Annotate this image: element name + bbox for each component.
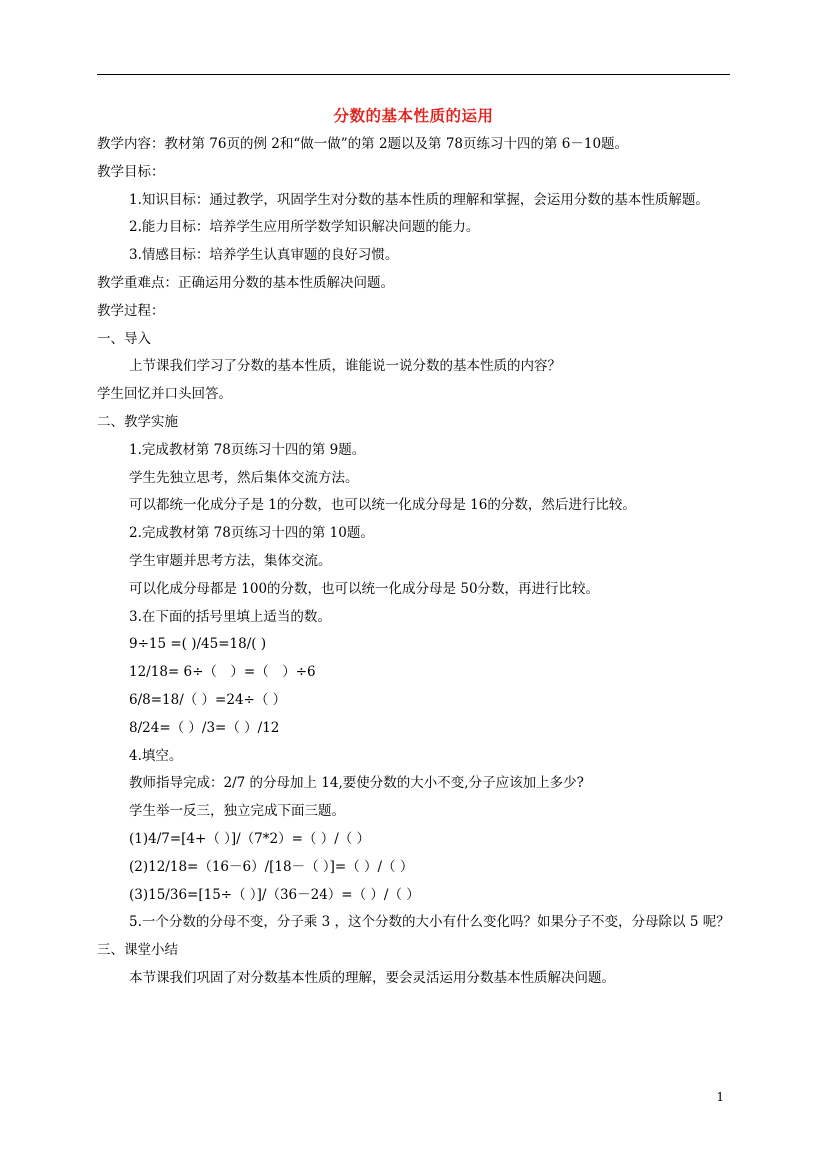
document-title: 分数的基本性质的运用: [333, 106, 494, 125]
exercise-line: (2)12/18=（16－6）/[18－（ ）]=（ ）/（ ）: [129, 858, 414, 875]
paragraph-line: 教学过程：: [97, 302, 165, 319]
paragraph-line: 1.知识目标：通过教学，巩固学生对分数的基本性质的理解和掌握，会运用分数的基本性质解题。: [129, 191, 709, 208]
paragraph-line: 可以化成分母都是 100的分数，也可以统一化成分母是 50分数，再进行比较。: [129, 580, 600, 597]
exercise-line: (3)15/36=[15÷（ ）]/（36－24）=（ ）/（ ）: [129, 886, 420, 903]
paragraph-line: 学生审题并思考方法，集体交流。: [129, 552, 332, 569]
exercise-line: 12/18= 6÷（ ）=（ ）÷6: [129, 664, 316, 681]
section-heading: 三、课堂小结: [97, 942, 178, 959]
exercise-line: 8/24=（ ）/3=（ ）/12: [129, 719, 280, 736]
paragraph-line: 上节课我们学习了分数的基本性质，谁能说一说分数的基本性质的内容？: [129, 358, 561, 375]
exercise-line: 6/8=18/（ ）=24÷（ ）: [129, 691, 287, 708]
paragraph-line: 2.完成教材第 78页练习十四的第 10题。: [129, 525, 374, 542]
paragraph-line: 3.情感目标：培养学生认真审题的良好习惯。: [129, 247, 399, 264]
paragraph-line: 学生回忆并口头回答。: [97, 386, 232, 403]
paragraph-line: 4.填空。: [129, 747, 183, 764]
paragraph-line: 教学内容：教材第 76页的例 2和“做一做”的第 2题以及第 78页练习十四的第 6－10题。: [97, 136, 629, 152]
paragraph-line: 教学重难点：正确运用分数的基本性质解决问题。: [97, 274, 394, 291]
paragraph-line: 1.完成教材第 78页练习十四的第 9题。: [129, 441, 366, 458]
paragraph-line: 教师指导完成：2/7 的分母加上 14,要使分数的大小不变,分子应该加上多少?: [129, 775, 584, 792]
paragraph-line: 学生先独立思考，然后集体交流方法。: [129, 469, 359, 486]
paragraph-line: 本节课我们巩固了对分数基本性质的理解，要会灵活运用分数基本性质解决问题。: [129, 969, 615, 986]
paragraph-line: 2.能力目标：培养学生应用所学数学知识解决问题的能力。: [129, 219, 480, 236]
exercise-line: 9÷15 =( )/45=18/( ): [129, 636, 267, 653]
header-rule: [97, 74, 730, 75]
page-number: 1: [716, 1090, 724, 1104]
document-body: [97, 131, 732, 993]
paragraph-line: 可以都统一化成分子是 1的分数，也可以统一化成分母是 16的分数，然后进行比较。: [129, 497, 636, 514]
paragraph-line: 教学目标：: [97, 163, 165, 180]
section-heading: 一、导入: [97, 330, 151, 347]
paragraph-line: 5.一个分数的分母不变，分子乘 3 ，这个分数的大小有什么变化吗？如果分子不变，分母除以 5 呢？: [129, 914, 730, 931]
exercise-line: (1)4/7=[4+（ ）]/（7*2）=（ ）/（ ）: [129, 830, 371, 847]
paragraph-line: 学生举一反三，独立完成下面三题。: [129, 803, 345, 820]
paragraph-line: 3.在下面的括号里填上适当的数。: [129, 608, 331, 625]
section-heading: 二、教学实施: [97, 413, 178, 430]
